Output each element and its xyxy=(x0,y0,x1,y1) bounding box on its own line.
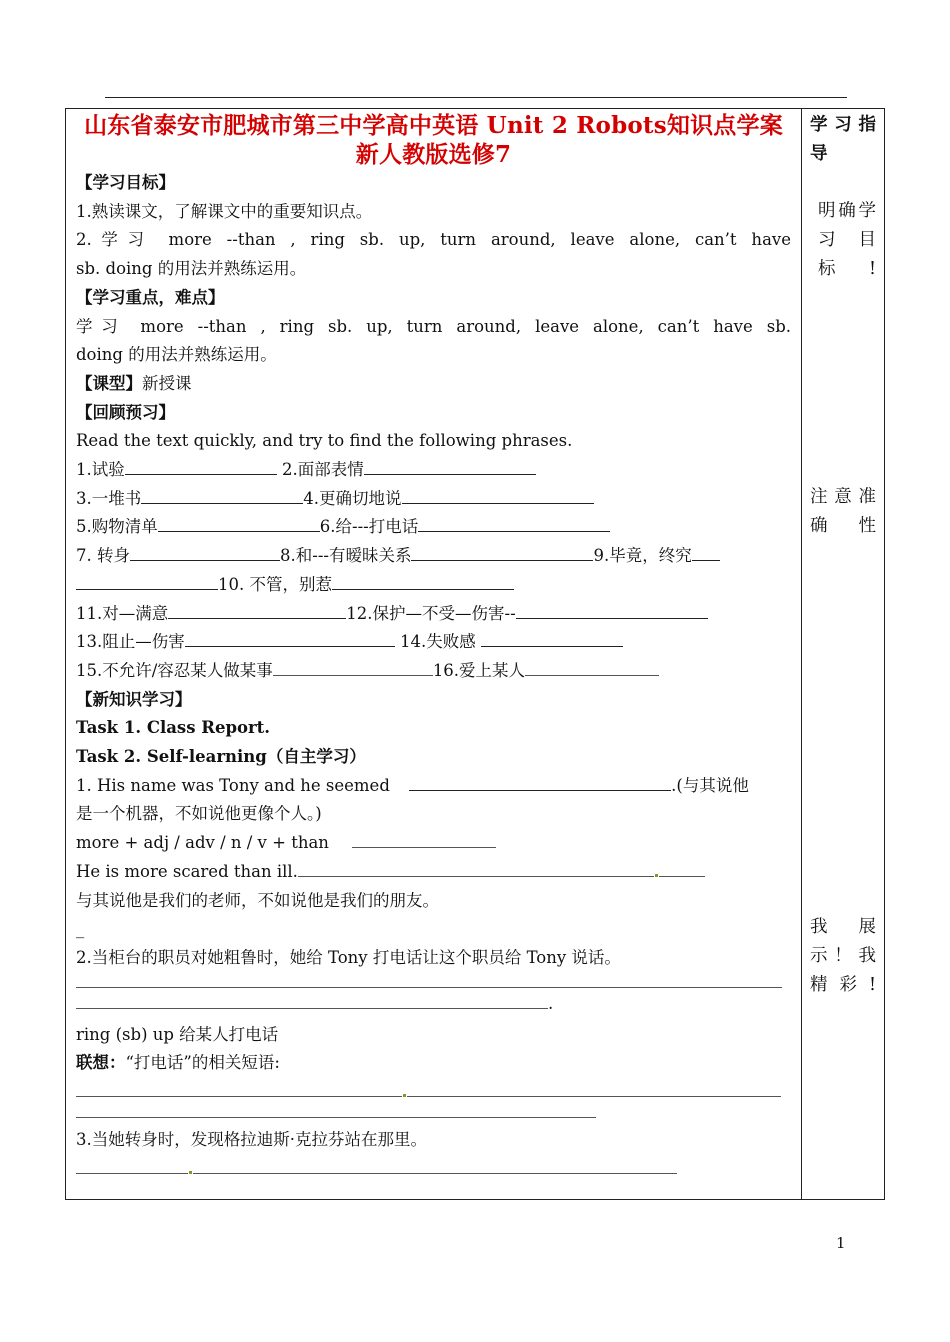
marker-dot xyxy=(655,874,658,877)
task-2: Task 2. Self-learning（自主学习） xyxy=(76,747,366,767)
question-2: 2.当柜台的职员对她粗鲁时，她给 Tony 打电话让这个职员给 Tony 说话。 xyxy=(76,947,621,967)
translate-prompt: 与其说他是我们的老师，不如说他是我们的朋友。 xyxy=(76,890,439,910)
example-blank-tail[interactable] xyxy=(659,858,705,877)
task-1: Task 1. Class Report. xyxy=(76,718,271,738)
example-sentence: He is more scared than ill. xyxy=(76,861,298,881)
phrase-prompt-14: 14.失败感 xyxy=(400,632,476,652)
phrase-row-8 xyxy=(76,657,791,686)
answer-period: . xyxy=(548,993,554,1013)
phrase-blank-12[interactable] xyxy=(516,600,708,619)
phrase-prompt-13: 13.阻止—伤害 xyxy=(76,632,185,652)
question-1-text: 1. His name was Tony and he seemed xyxy=(76,775,390,795)
association-label: 联想： xyxy=(76,1053,126,1073)
question-3-blank-b[interactable] xyxy=(193,1155,677,1174)
answer-blank-q2-2[interactable] xyxy=(76,990,548,1009)
key-points-line-1: 学习 more --than , ring sb. up, turn around, leave alone, can’t have sb. xyxy=(76,316,791,336)
phrase-prompt-15: 15.不允许/容忍某人做某事 xyxy=(76,660,273,680)
question-3-answer xyxy=(76,1155,791,1180)
example-blank[interactable] xyxy=(298,858,654,877)
phrase-blank-11[interactable] xyxy=(168,600,346,619)
phrase-row-1 xyxy=(76,456,791,485)
phrase-prompt-8: 8.和---有暧昧关系 xyxy=(280,546,412,566)
key-points-heading: 【学习重点，难点】 xyxy=(76,287,225,307)
association-text: “打电话”的相关短语: xyxy=(125,1053,280,1073)
phrase-prompt-10: 10. 不管，别惹 xyxy=(218,574,332,594)
phrase-blank-4[interactable] xyxy=(402,485,594,504)
example-line xyxy=(76,858,791,887)
question-1-line-2: 是一个机器，不如说他更像个人。) xyxy=(76,804,322,824)
page-number: 1 xyxy=(836,1234,846,1252)
formula-line xyxy=(76,829,791,858)
phrase-row-4 xyxy=(76,542,791,571)
phrase-blank-9a[interactable] xyxy=(692,542,720,561)
association-blank-1b[interactable] xyxy=(407,1078,781,1097)
phrase-blank-7[interactable] xyxy=(130,542,280,561)
phrase-prompt-1: 1.试验 xyxy=(76,460,125,480)
phrase-row-2 xyxy=(76,485,791,514)
phrase-row-7 xyxy=(76,628,791,657)
guidance-heading: 学习指导 xyxy=(810,115,876,164)
phrase-blank-15[interactable] xyxy=(273,657,433,676)
phrase-blank-5[interactable] xyxy=(158,513,320,532)
new-knowledge-heading: 【新知识学习】 xyxy=(76,689,192,709)
lesson-type-label: 【课型】 xyxy=(76,373,142,393)
worksheet-table xyxy=(65,108,885,1200)
goals-heading: 【学习目标】 xyxy=(76,173,175,192)
phrase-prompt-12: 12.保护—不受—伤害-- xyxy=(346,603,516,623)
formula-blank[interactable] xyxy=(352,829,496,848)
phrase-prompt-3: 3.一堆书 xyxy=(76,488,142,508)
lesson-type-value: 新授课 xyxy=(142,373,192,393)
page-title: 山东省泰安市肥城市第三中学高中英语 Unit 2 Robots知识点学案 新人教版选修7 xyxy=(84,112,783,168)
association-blank-1a[interactable] xyxy=(76,1078,402,1097)
phrase-blank-16[interactable] xyxy=(525,657,659,676)
phrase-blank-3[interactable] xyxy=(141,485,303,504)
review-heading: 【回顾预习】 xyxy=(76,402,175,422)
question-1-hint: .(与其说他 xyxy=(671,775,749,795)
answer-line-q2-1[interactable] xyxy=(76,973,782,988)
header-rule xyxy=(105,97,847,98)
question-1-blank[interactable] xyxy=(409,772,671,791)
phrase-row-5 xyxy=(76,571,791,600)
main-column xyxy=(66,109,802,1199)
guidance-note-showcase: 我展示！我精彩! xyxy=(810,917,876,995)
association-answer-2[interactable] xyxy=(76,1103,596,1118)
phrase-prompt-4: 4.更确切地说 xyxy=(303,488,402,508)
marker-dot xyxy=(189,1171,192,1174)
lesson-type xyxy=(76,370,791,399)
question-1-line-1 xyxy=(76,772,791,801)
phrase-prompt-5: 5.购物清单 xyxy=(76,517,158,537)
goal-1: 1.熟读课文，了解课文中的重要知识点。 xyxy=(76,201,373,221)
phrase-prompt-7: 7. 转身 xyxy=(76,546,130,566)
phrase-prompt-6: 6.给---打电话 xyxy=(319,517,419,537)
translate-answer: _ xyxy=(76,919,85,939)
phrase-blank-1[interactable] xyxy=(125,456,277,475)
review-instruction: Read the text quickly, and try to find the following phrases. xyxy=(76,431,573,451)
association-answer-1 xyxy=(76,1078,791,1103)
phrase-prompt-9: 9.毕竟，终究 xyxy=(593,546,692,566)
phrase-row-3 xyxy=(76,513,791,542)
phrase-prompt-16: 16.爱上某人 xyxy=(432,660,526,680)
phrase-prompt-2: 2.面部表情 xyxy=(282,460,364,480)
phrase-prompt-11: 11.对—满意 xyxy=(76,603,169,623)
phrase-blank-14[interactable] xyxy=(481,628,623,647)
key-points-line-2: doing 的用法并熟练运用。 xyxy=(76,345,277,365)
phrase-blank-6[interactable] xyxy=(418,513,610,532)
ring-up-note: ring (sb) up 给某人打电话 xyxy=(76,1024,279,1044)
phrase-blank-10[interactable] xyxy=(332,571,514,590)
phrase-row-6 xyxy=(76,600,791,629)
goal-2-line-1: 2.学习 more --than , ring sb. up, turn around, leave alone, can’t have xyxy=(76,230,791,250)
guidance-column xyxy=(802,109,884,1199)
formula-text: more + adj / adv / n / v + than xyxy=(76,833,329,853)
answer-line-q2-2 xyxy=(76,990,791,1015)
phrase-blank-2[interactable] xyxy=(364,456,536,475)
guidance-note-goals: 明确学习目标! xyxy=(818,201,876,279)
question-3: 3.当她转身时，发现格拉迪斯·克拉芬站在那里。 xyxy=(76,1130,427,1150)
association-line xyxy=(76,1049,791,1078)
goal-2-line-2: sb. doing 的用法并熟练运用。 xyxy=(76,259,307,279)
phrase-blank-13[interactable] xyxy=(185,628,395,647)
guidance-note-accuracy: 注意准确性 xyxy=(810,487,876,536)
marker-dot xyxy=(403,1094,406,1097)
question-3-blank-a[interactable] xyxy=(76,1155,188,1174)
phrase-blank-9b[interactable] xyxy=(76,571,218,590)
phrase-blank-8[interactable] xyxy=(411,542,593,561)
